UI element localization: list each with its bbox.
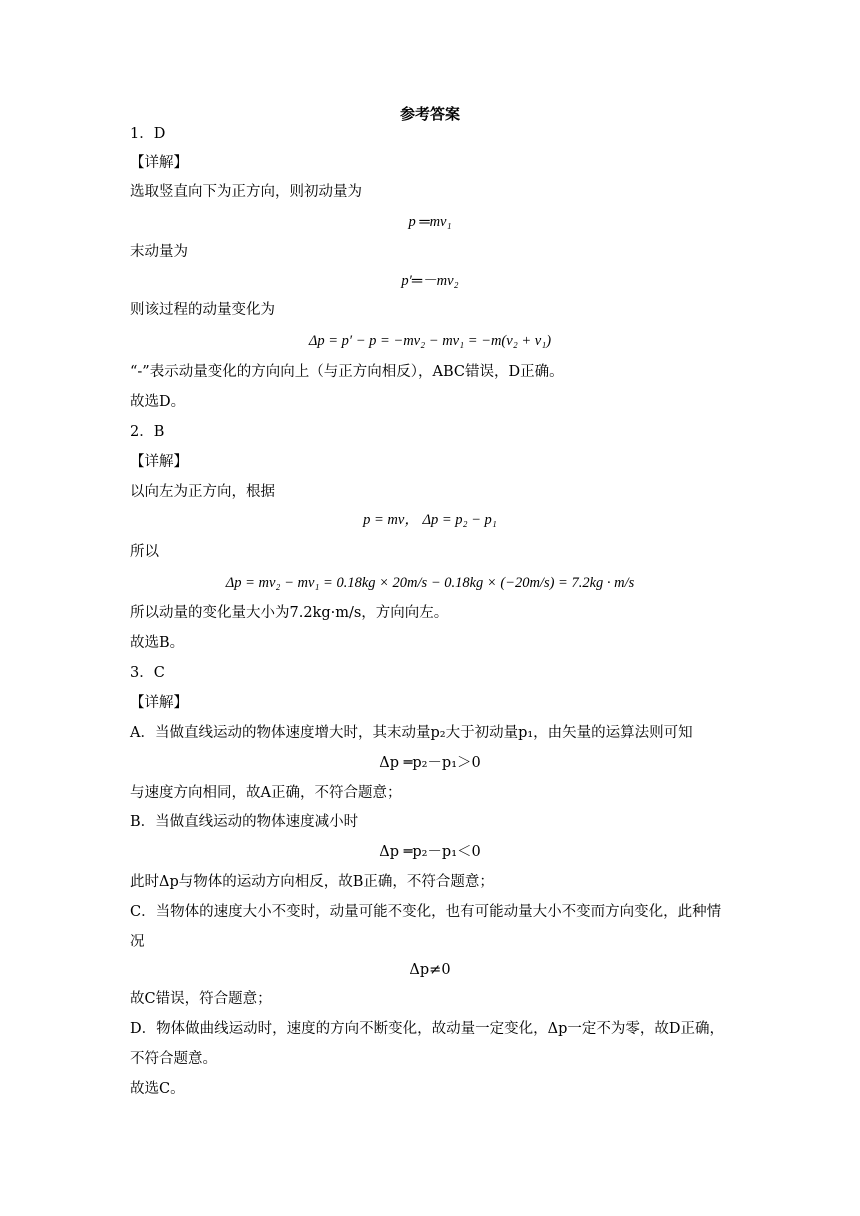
q1-answer: 1．D xyxy=(130,126,166,142)
q3-option-a-result: 与速度方向相同，故A正确，不符合题意； xyxy=(130,785,402,801)
page-title: 参考答案 xyxy=(399,105,460,123)
q2-text-3: 所以动量的变化量大小为7.2kg·m/s，方向向左。 xyxy=(130,605,449,621)
q2-equation-1: p = mv， Δp = p₂ − p₁ xyxy=(363,512,497,528)
q1-detail-heading: 【详解】 xyxy=(130,155,188,171)
q3-option-b-text: B．当做直线运动的物体速度减小时 xyxy=(130,814,359,830)
q3-option-b-result: 此时Δp与物体的运动方向相反，故B正确，不符合题意； xyxy=(130,874,494,890)
q1-text-4: “-”表示动量变化的方向向上（与正方向相反），ABC错误，D正确。 xyxy=(130,364,564,380)
q2-text-1: 以向左为正方向，根据 xyxy=(130,484,275,500)
q3-conclusion: 故选C。 xyxy=(130,1081,185,1097)
q3-equation-a: Δp ═p₂－p₁＞0 xyxy=(379,755,481,771)
q2-conclusion: 故选B。 xyxy=(130,635,185,651)
q3-option-c-text: C．当物体的速度大小不变时，动量可能不变化，也有可能动量大小不变而方向变化，此种情况 xyxy=(130,904,722,950)
q3-option-a-text: A．当做直线运动的物体速度增大时，其末动量p₂大于初动量p₁，由矢量的运算法则可知 xyxy=(130,725,693,741)
q1-equation-3: Δp = p′ − p = −mv₂ − mv₁ = −m(v₂ + v₁) xyxy=(308,333,552,349)
q2-detail-heading: 【详解】 xyxy=(130,454,188,470)
q3-option-d-text: D．物体做曲线运动时，速度的方向不断变化，故动量一定变化，Δp一定不为零，故D正确，不符合题意。 xyxy=(130,1021,725,1067)
q3-detail-heading: 【详解】 xyxy=(130,695,188,711)
q1-text-1: 选取竖直向下为正方向，则初动量为 xyxy=(130,184,362,200)
q1-equation-2: p′═－mv₂ xyxy=(401,273,459,289)
q1-text-2: 末动量为 xyxy=(130,244,188,260)
q3-answer: 3．C xyxy=(130,665,165,681)
q1-text-3: 则该过程的动量变化为 xyxy=(130,302,275,318)
q3-equation-c: Δp≠0 xyxy=(409,962,451,978)
q1-conclusion: 故选D。 xyxy=(130,394,186,410)
q3-option-c-result: 故C错误，符合题意； xyxy=(130,991,272,1007)
q2-text-2: 所以 xyxy=(130,544,159,560)
q3-equation-b: Δp ═p₂－p₁＜0 xyxy=(379,844,481,860)
q2-answer: 2．B xyxy=(130,424,165,440)
q1-equation-1: p ═mv₁ xyxy=(408,214,452,230)
q2-equation-2: Δp = mv₂ − mv₁ = 0.18kg × 20m/s − 0.18kg × (−20m/s) = 7.2kg · m/s xyxy=(225,575,635,591)
